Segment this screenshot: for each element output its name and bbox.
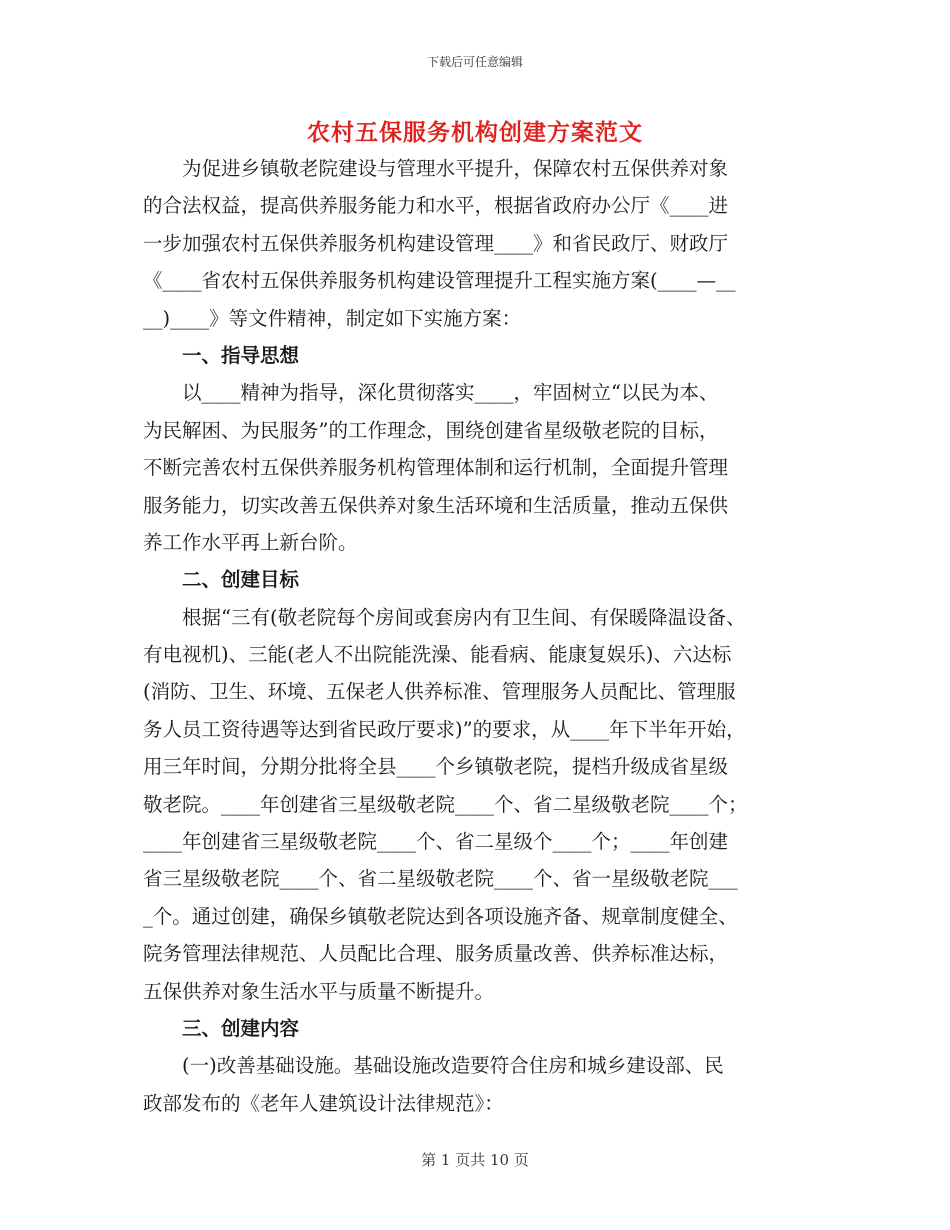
page-header: 下载后可任意编辑 [426,55,523,69]
body-line: 为民解困、为民服务”的工作理念，围绕创建省星级敬老院的目标， [143,418,719,442]
body-line: 为促进乡镇敬老院建设与管理水平提升，保障农村五保供养对象 [143,157,729,180]
page-footer: 第 1 页共 10 页 [421,1151,529,1169]
body-line: ____年创建省三星级敬老院____个、省二星级个____个；____年创建 [143,830,729,854]
body-line: 五保供养对象生活水平与质量不断提升。 [143,979,495,1003]
body-line: (消防、卫生、环境、五保老人供养标准、管理服务人员配比、管理服 [143,680,736,704]
body-line: 服务能力，切实改善五保供养对象生活环境和生活质量，推动五保供 [143,493,729,517]
body-line: 务人员工资待遇等达到省民政厅要求)”的要求，从____年下半年开始， [143,717,746,741]
body-line: 用三年时间，分期分批将全县____个乡镇敬老院，提档升级成省星级 [143,755,729,779]
body-line: (一)改善基础设施。基础设施改造要符合住房和城乡建设部、民 [143,1054,724,1078]
section-heading-guiding-ideology: 一、指导思想 [143,343,300,367]
body-line: 养工作水平再上新台阶。 [143,530,358,554]
body-line: 不断完善农村五保供养服务机构管理体制和运行机制，全面提升管理 [143,456,729,480]
body-line: _个。通过创建，确保乡镇敬老院达到各项设施齐备、规章制度健全、 [143,904,738,928]
body-line: 一步加强农村五保供养服务机构建设管理____》和省民政厅、财政厅 [143,231,729,255]
body-line: 以____精神为指导，深化贯彻落实____，牢固树立“以民为本、 [143,381,719,405]
body-line: 的合法权益，提高供养服务能力和水平，根据省政府办公厅《____进 [143,194,729,218]
body-line: 省三星级敬老院____个、省二星级敬老院____个、省一星级敬老院___ [143,867,738,891]
section-heading-goals: 二、创建目标 [143,568,300,592]
body-line: 《____省农村五保供养服务机构建设管理提升工程实施方案(____—__ [143,269,736,293]
body-line: 根据“三有(敬老院每个房间或套房内有卫生间、有保暖降温设备、 [143,605,746,629]
body-line: 有电视机)、三能(老人不出院能洗澡、能看病、能康复娱乐)、六达标 [143,643,732,667]
body-line: 院务管理法律规范、人员配比合理、服务质量改善、供养标准达标， [143,942,729,966]
document-body [143,150,803,1122]
section-heading-content: 三、创建内容 [143,1016,300,1040]
body-line: __)____》等文件精神，制定如下实施方案： [143,306,522,330]
document-title: 农村五保服务机构创建方案范文 [307,119,643,146]
body-line: 敬老院。____年创建省三星级敬老院____个、省二星级敬老院____个； [143,792,748,816]
body-line: 政部发布的《老年人建筑设计法律规范》： [143,1091,504,1115]
